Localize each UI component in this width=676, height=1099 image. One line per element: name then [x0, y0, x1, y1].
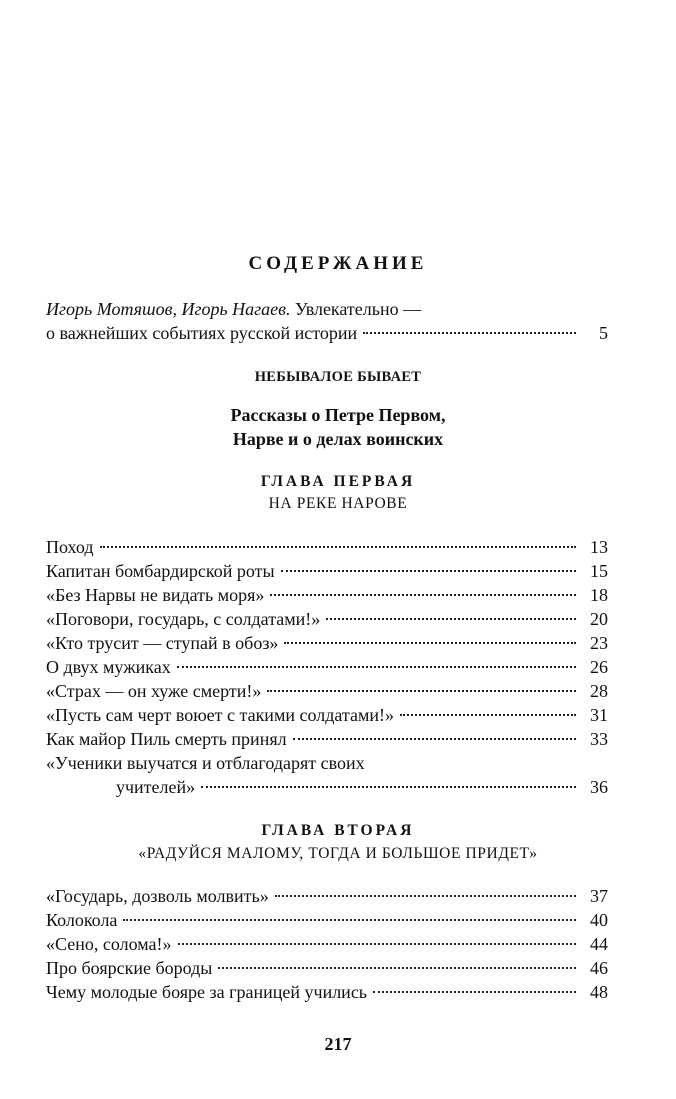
entry-title: «Государь, дозволь молвить»	[46, 886, 269, 906]
list-item	[46, 631, 608, 655]
leader-dots	[177, 666, 576, 668]
leader-dots	[363, 332, 576, 334]
intro-entry	[46, 297, 610, 321]
chapter2-toc	[46, 884, 608, 1004]
entry-title: «Кто трусит — ступай в обоз»	[46, 633, 279, 653]
list-item	[46, 751, 608, 775]
chapter1-heading: ГЛАВА ПЕРВАЯ	[260, 473, 416, 490]
leader-dots	[100, 546, 576, 548]
entry-page: 18	[590, 585, 608, 605]
entry-title: Поход	[46, 537, 94, 557]
entry-page: 37	[590, 886, 608, 906]
list-item	[46, 932, 608, 956]
entry-title: «Пусть сам черт воюет с такими солдатами!»	[46, 705, 394, 725]
entry-title: Колокола	[46, 910, 118, 930]
section-subtitle-1: Рассказы о Петре Первом,	[230, 405, 446, 425]
chapter1-subtitle: НА РЕКЕ НАРОВЕ	[268, 495, 408, 512]
entry-page: 44	[590, 934, 608, 954]
list-item	[46, 655, 608, 679]
leader-dots	[275, 895, 576, 897]
entry-page: 46	[590, 958, 608, 978]
entry-page: 40	[590, 910, 608, 930]
leader-dots	[326, 618, 576, 620]
leader-dots	[270, 594, 576, 596]
entry-page: 26	[590, 657, 608, 677]
list-item	[46, 703, 608, 727]
intro-line-1	[46, 297, 610, 321]
intro-page: 5	[599, 323, 608, 343]
intro-authors: Игорь Мотяшов, Игорь Нагаев.	[46, 299, 291, 319]
list-item	[46, 679, 608, 703]
entry-page: 28	[590, 681, 608, 701]
intro-text-1: Увлекательно —	[290, 299, 422, 319]
leader-dots	[373, 991, 576, 993]
entry-page: 23	[590, 633, 608, 653]
list-item	[46, 980, 608, 1004]
entry-title: О двух мужиках	[46, 657, 171, 677]
entry-title: «Поговори, государь, с солдатами!»	[46, 609, 321, 629]
list-item	[46, 884, 608, 908]
entry-page: 36	[590, 777, 608, 797]
leader-dots	[123, 919, 576, 921]
section-heading: НЕБЫВАЛОЕ БЫВАЕТ	[254, 369, 422, 385]
page-number: 217	[324, 1034, 352, 1054]
entry-page: 33	[590, 729, 608, 749]
entry-page: 31	[590, 705, 608, 725]
entry-title: Про боярские бороды	[46, 958, 213, 978]
chapter1-toc	[46, 535, 608, 799]
entry-title: «Страх — он хуже смерти!»	[46, 681, 262, 701]
leader-dots	[400, 714, 576, 716]
entry-page: 13	[590, 537, 608, 557]
entry-page: 48	[590, 982, 608, 1002]
entry-title: «Без Нарвы не видать моря»	[46, 585, 265, 605]
entry-title-continuation: учителей»	[116, 777, 196, 797]
leader-dots	[218, 967, 576, 969]
entry-title: Капитан бомбардирской роты	[46, 561, 275, 581]
leader-dots	[178, 943, 577, 945]
entry-title: Как майор Пиль смерть принял	[46, 729, 287, 749]
intro-toc	[46, 321, 608, 345]
list-item	[46, 321, 608, 345]
leader-dots	[281, 570, 576, 572]
list-item	[46, 727, 608, 751]
entry-title: «Сено, солома!»	[46, 934, 172, 954]
list-item	[46, 908, 608, 932]
entry-title: «Ученики выучатся и отблагодарят своих	[46, 753, 365, 773]
section-subtitle-2: Нарве и о делах воинских	[232, 429, 444, 449]
list-item	[46, 583, 608, 607]
page-title: СОДЕРЖАНИЕ	[248, 253, 428, 274]
list-item-continuation	[46, 775, 608, 799]
chapter2-heading: ГЛАВА ВТОРАЯ	[261, 822, 415, 839]
leader-dots	[267, 690, 576, 692]
list-item	[46, 607, 608, 631]
intro-text-2: о важнейших событиях русской истории	[46, 323, 358, 343]
entry-page: 15	[590, 561, 608, 581]
leader-dots	[284, 642, 576, 644]
list-item	[46, 559, 608, 583]
leader-dots	[201, 786, 576, 788]
leader-dots	[293, 738, 576, 740]
list-item	[46, 535, 608, 559]
list-item	[46, 956, 608, 980]
entry-title: Чему молодые бояре за границей учились	[46, 982, 368, 1002]
entry-page: 20	[590, 609, 608, 629]
chapter2-subtitle: «РАДУЙСЯ МАЛОМУ, ТОГДА И БОЛЬШОЕ ПРИДЕТ»	[138, 845, 538, 862]
